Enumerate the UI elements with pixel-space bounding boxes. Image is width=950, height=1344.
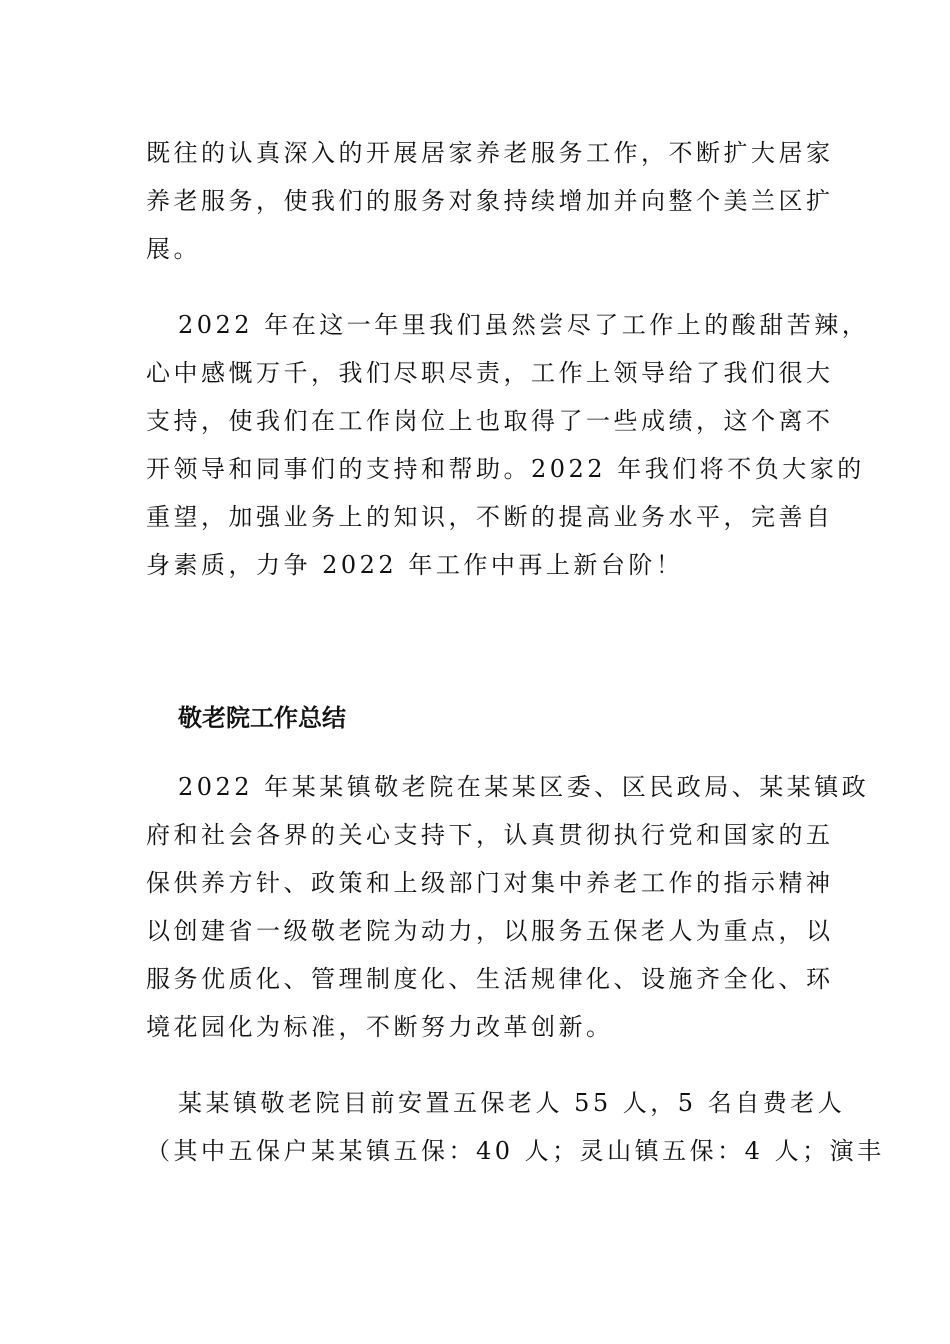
- paragraph-2-line-5: 重望，加强业务上的知识，不断的提高业务水平，完善自: [146, 503, 834, 531]
- paragraph-2-line-4: 开领导和同事们的支持和帮助。2022 年我们将不负大家的: [146, 455, 865, 483]
- paragraph-3-line-1: 2022 年某某镇敬老院在某某区委、区民政局、某某镇政: [178, 773, 870, 801]
- paragraph-3-line-5: 服务优质化、管理制度化、生活规律化、设施齐全化、环: [146, 965, 834, 993]
- section-heading: 敬老院工作总结: [178, 704, 346, 732]
- paragraph-2-line-2: 心中感慨万千，我们尽职尽责，工作上领导给了我们很大: [146, 359, 834, 387]
- paragraph-3-line-4: 以创建省一级敬老院为动力，以服务五保老人为重点，以: [146, 917, 834, 945]
- paragraph-3-line-2: 府和社会各界的关心支持下，认真贯彻执行党和国家的五: [146, 821, 834, 849]
- paragraph-1-line-2: 养老服务，使我们的服务对象持续增加并向整个美兰区扩: [146, 187, 834, 215]
- paragraph-2-line-3: 支持，使我们在工作岗位上也取得了一些成绩，这个离不: [146, 407, 834, 435]
- paragraph-2-line-1: 2022 年在这一年里我们虽然尝尽了工作上的酸甜苦辣，: [178, 311, 870, 339]
- paragraph-2-line-6: 身素质，力争 2022 年工作中再上新台阶！: [146, 551, 684, 579]
- paragraph-1-line-3: 展。: [146, 235, 201, 263]
- paragraph-3-line-6: 境花园化为标准，不断努力改革创新。: [146, 1013, 614, 1041]
- paragraph-3-line-3: 保供养方针、政策和上级部门对集中养老工作的指示精神: [146, 869, 834, 897]
- paragraph-4-line-2: （其中五保户某某镇五保：40 人；灵山镇五保：4 人；演丰: [146, 1137, 885, 1165]
- paragraph-4-line-1: 某某镇敬老院目前安置五保老人 55 人，5 名自费老人: [178, 1089, 846, 1117]
- paragraph-1-line-1: 既往的认真深入的开展居家养老服务工作，不断扩大居家: [146, 139, 834, 167]
